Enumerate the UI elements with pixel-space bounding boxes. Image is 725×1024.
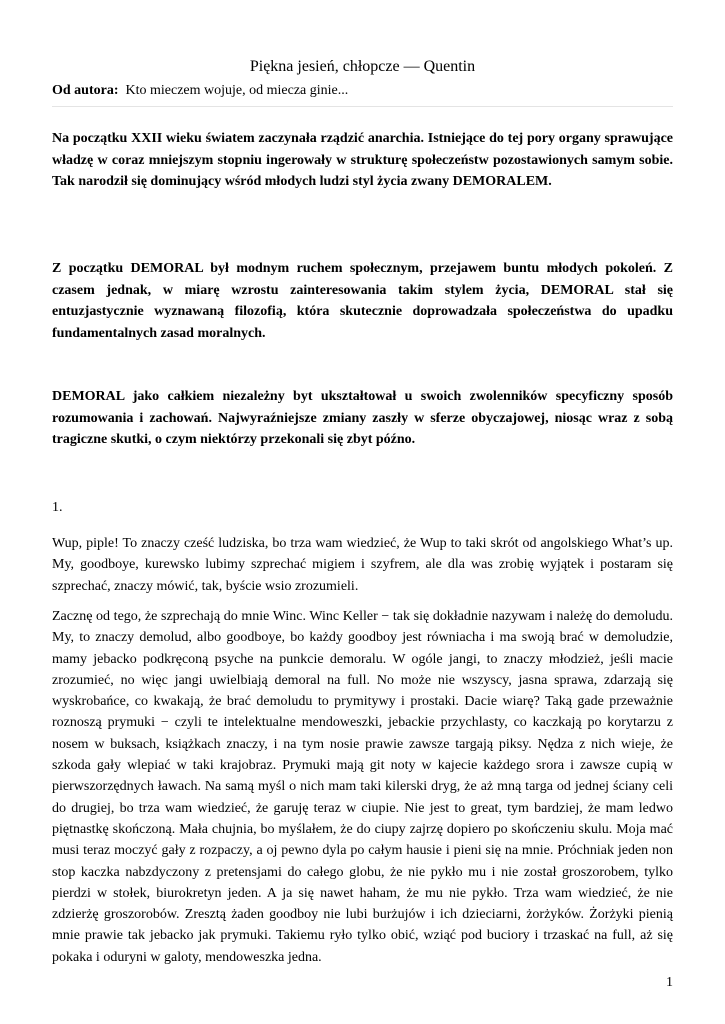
author-note-label: Od autora:	[52, 83, 119, 98]
header-divider	[52, 106, 673, 107]
author-note	[52, 82, 673, 100]
document-title: Piękna jesień, chłopcze — Quentin	[249, 58, 476, 75]
chapter-number: 1.	[52, 500, 63, 515]
intro-paragraph: Z początku DEMORAL był modnym ruchem społecznym, przejawem buntu młodych pokoleń. Z czasem jednak, w miarę wzrostu zainteresowania takim stylem życia, DEMORAL stał się entuzjastycznie wyznawaną filozofią, która skutecznie doprowadzała społeczeństwa do upadku fundamentalnych zasad moralnych.	[52, 261, 673, 341]
body-paragraph: Wup, piple! To znaczy cześć ludziska, bo trza wam wiedzieć, że Wup to taki skrót od angolskiego What’s up. My, goodboye, kurewsko lubimy szprechać migiem i szyfrem, ale dla was zrobię wyjątek i postaram się szprechać, znaczy mówić, tak, byście wsio zrozumieli.	[52, 536, 673, 594]
body-paragraph: Zacznę od tego, że szprechają do mnie Winc. Winc Keller − tak się dokładnie nazywam i należę do demoludu. My, to znaczy demolud, albo goodboye, bo każdy goodboy jest równiacha i ma swoją brać w demoludzie, mamy jebacko podkręconą psyche na punkcie demoralu. W ogóle jangi, to znaczy młodzież, jeśli macie zrozumieć, no więc jangi uwielbiają demoral na full. No może nie wszyscy, jasna sprawa, zdarzają się wyskrobańce, co kwakają, że brać demoludu to prymitywy i prostaki. Dacie wiarę? Taką gade przeważnie roznoszą prymuki − czyli te intelektualne mendoweszki, jebackie przychlasty, co kaczkają po korytarzu z nosem w buksach, książkach znaczy, i na tym nosie prawie zawsze targają piksy. Nędza z nich wieje, że szkoda gały wlepiać w taki krajobraz. Prymuki mają git noty w kajecie każdego srora i zawsze cupią w pierwszorzędnych ławach. Na samą myśl o nich mam taki kilerski dryg, że aż mną targa od jednej ściany celi do drugiej, bo trza wam wiedzieć, że garuję teraz w ciupie. Nie jest to great, tym bardziej, że mam ledwo piętnastkę skończoną. Mała chujnia, bo myślałem, że do ciupy zajrzę dopiero po skończeniu skulu. Moja mać musi teraz moczyć gały z rozpaczy, a oj pewno dyla po całym hausie i pieni się na mnie. Próchniak jeden non stop kaczka nabzdyczony z pretensjami do całego globu, że nie pykło mu i nie został groszorobem, tylko pierdzi w stołek, biurokretyn jeden. A ja się nawet haham, że mu nie pykło. Trza wam wiedzieć, że nie zdzierżę groszorobów. Zresztą żaden goodboy nie lubi burżujów i ich dzieciarni, żorżyków. Żorżyki pienią mnie prawie tak jebacko jak prymuki. Takiemu ryło tylko obić, wziąć pod buciory i trzaskać na full, aż się pokaka i oduryni w galoty, mendoweszka jedna.	[52, 609, 673, 965]
intro-paragraph: Na początku XXII wieku światem zaczynała rządzić anarchia. Istniejące do tej pory organy sprawujące władzę w coraz mniejszym stopniu ingerowały w strukturę społeczeństw pozostawionych samym sobie. Tak narodził się dominujący wśród młodych ludzi styl życia zwany DEMORALEM.	[52, 131, 673, 189]
page-number: 1	[666, 975, 673, 990]
intro-paragraph: DEMORAL jako całkiem niezależny byt ukształtował u swoich zwolenników specyficzny sposób rozumowania i zachowań. Najwyraźniejsze zmiany zaszły w sferze obyczajowej, niosąc wraz z sobą tragiczne skutki, o czym niektórzy przekonali się zbyt późno.	[52, 389, 673, 447]
author-note-text: Kto mieczem wojuje, od miecza ginie...	[125, 83, 349, 98]
